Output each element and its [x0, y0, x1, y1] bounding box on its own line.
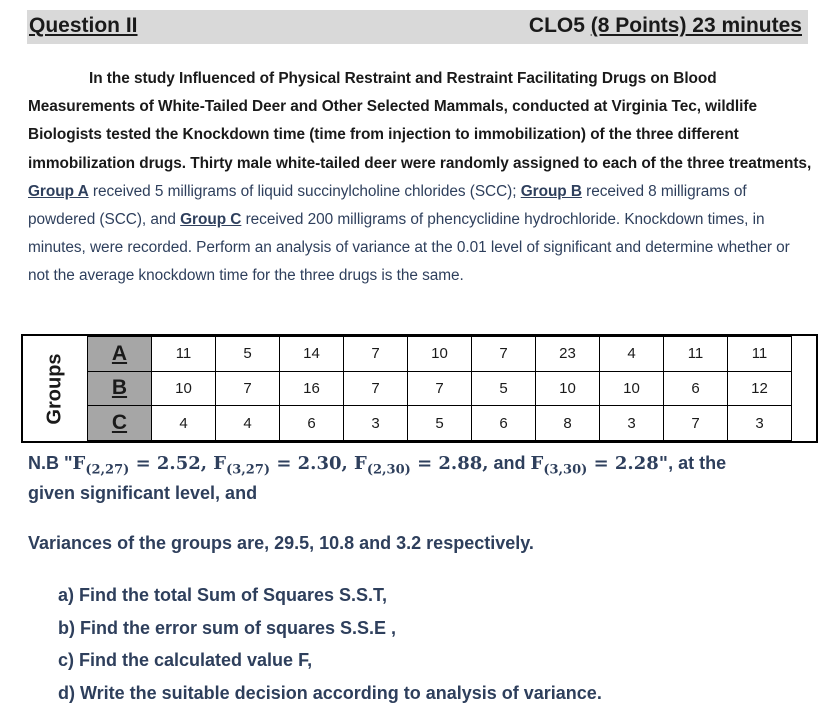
value-cell: 7 — [472, 337, 536, 372]
value-cell: 11 — [664, 337, 728, 372]
note-line-2: given significant level, and — [28, 483, 258, 503]
table-row — [88, 337, 792, 372]
question-header — [27, 10, 808, 44]
group-label-cell: A — [88, 337, 152, 372]
intro-text: In the study Influenced of Physical Restraint and Restraint Facilitating Drugs on Blood Measurements of White-Tailed Deer and Other Selected Mammals, conducted at Virginia Tec, wildlife Biologists tested the Knockdown time (time from injection to immobilization) of the three different immobilization drugs. Thirty male white-tailed deer were randomly assigned to each of the three treatments, — [28, 70, 812, 172]
value-cell: 4 — [216, 406, 280, 441]
question-item-a: a) Find the total Sum of Squares S.S.T, — [58, 585, 388, 605]
value-cell: 3 — [728, 406, 792, 441]
value-cell: 5 — [472, 371, 536, 406]
group-a-link: Group A — [28, 182, 89, 200]
value-cell: 7 — [408, 371, 472, 406]
value-cell: 5 — [216, 337, 280, 372]
question-list — [58, 582, 602, 713]
value-cell: 7 — [344, 337, 408, 372]
data-table — [21, 334, 818, 443]
value-cell: 8 — [536, 406, 600, 441]
group-b-text: received 8 milligrams of powdered (SCC), and — [28, 182, 747, 229]
value-cell: 7 — [664, 406, 728, 441]
value-cell: 6 — [664, 371, 728, 406]
value-cell: 14 — [280, 337, 344, 372]
variances-text: Variances of the groups are, 29.5, 10.8 and 3.2 respectively. — [28, 533, 534, 553]
problem-statement — [28, 65, 813, 291]
value-cell: 12 — [728, 371, 792, 406]
value-cell: 16 — [280, 371, 344, 406]
value-cell: 10 — [600, 371, 664, 406]
table-row — [88, 406, 792, 441]
question-title: Question II — [29, 14, 138, 37]
table-row — [88, 371, 792, 406]
value-cell: 10 — [536, 371, 600, 406]
group-label-cell: B — [88, 371, 152, 406]
knockdown-table — [87, 336, 792, 441]
clo-points-time — [529, 14, 802, 38]
value-cell: 6 — [280, 406, 344, 441]
points-time: (8 Points) 23 minutes — [590, 14, 802, 37]
value-cell: 11 — [728, 337, 792, 372]
question-item-b: b) Find the error sum of squares S.S.E , — [58, 617, 397, 638]
value-cell: 3 — [344, 406, 408, 441]
value-cell: 6 — [472, 406, 536, 441]
group-a-text: received 5 milligrams of liquid succinylcholine chlorides (SCC); — [88, 182, 517, 200]
value-cell: 7 — [216, 371, 280, 406]
value-cell: 7 — [344, 371, 408, 406]
value-cell: 23 — [536, 337, 600, 372]
value-cell: 10 — [152, 371, 216, 406]
value-cell: 4 — [600, 337, 664, 372]
note-prefix: N.B " — [28, 453, 73, 473]
group-b-link: Group B — [520, 182, 582, 200]
clo-label: CLO5 — [528, 14, 585, 37]
group-c-text: received 200 milligrams of phencyclidine hydrochloride. Knockdown times, in minutes, were recorded. Perform an analysis of variance at the 0.01 level of significant and determine whether or not the average knockdown time for the three drugs is the same. — [28, 211, 790, 285]
value-cell: 11 — [152, 337, 216, 372]
value-cell: 3 — [600, 406, 664, 441]
value-cell: 10 — [408, 337, 472, 372]
group-c-link: Group C — [180, 211, 242, 229]
group-label-cell: C — [88, 406, 152, 441]
value-cell: 4 — [152, 406, 216, 441]
groups-side-label: Groups — [43, 352, 66, 425]
question-item-c: c) Find the calculated value F, — [58, 650, 313, 671]
note-line: N.B "$F_{(2,27)} = 2.52$, $F_{(3,27)} = 2.30$, $F_{(2,30)} = 2.88$, and $F_{(3,30)} = 2.28$", at the — [28, 453, 727, 478]
question-item-d: d) Write the suitable decision according to analysis of variance. — [58, 683, 602, 704]
value-cell: 5 — [408, 406, 472, 441]
